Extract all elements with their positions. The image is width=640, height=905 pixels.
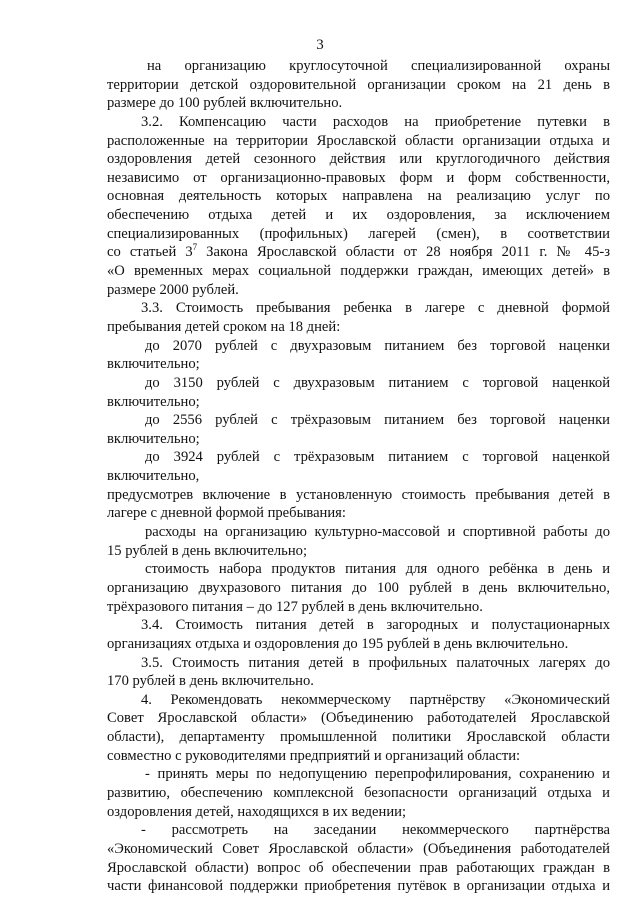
text-line-content: - принять меры по недопущению перепрофилирования, сохранению и [145,766,610,783]
text-line-content: со статьей 3 [107,244,193,261]
text-line-content: оздоровления детей сезонного действия или круглогодичного действия [107,151,610,168]
text-line [107,243,610,262]
text-line [107,709,610,728]
text-line [107,169,610,188]
text-line-content: предусмотрев включение в установленную стоимость пребывания детей в [107,486,610,503]
text-line-content: территории детской оздоровительной организации сроком на 21 день в [107,76,610,93]
text-line [107,542,610,561]
text-line [107,598,610,617]
text-line [107,635,610,654]
text-line-content: - рассмотреть на заседании некоммерческого партнёрства [141,822,610,839]
text-line-content: «О временных мерах социальной поддержки граждан, имеющих детей» в [107,263,610,280]
text-line [107,859,610,878]
text-line [107,728,610,747]
text-line-content: стоимость набора продуктов питания для одного ребёнка в день и [145,561,610,578]
text-line [107,57,610,76]
text-line-content: размере до 100 рублей включительно. [107,95,343,112]
text-line-content: 4. Рекомендовать некоммерческому партнёрству «Экономический [141,691,610,708]
text-line [107,262,610,281]
text-line [107,486,610,505]
text-line [107,76,610,95]
text-line-content: развитию, обеспечению комплексной безопасности организаций отдыха и [107,784,610,801]
text-line-content: 3.5. Стоимость питания детей в профильных палаточных лагерях до [141,654,610,671]
text-line-content: 3.3. Стоимость пребывания ребенка в лагере с дневной формой [141,300,610,317]
text-line [107,374,610,393]
text-line-content: 3.2. Компенсацию части расходов на приобретение путевки в [141,113,610,130]
text-line [107,448,610,467]
text-line-content: Ярославской области) вопрос об обеспечении прав работающих граждан в [107,859,610,876]
text-line-content: специализированных (профильных) лагерей (смен), в соответствии [107,225,610,242]
text-line-content: включительно; [107,430,200,447]
text-line-content: лагере с дневной формой пребывания: [107,505,346,522]
text-line-content: включительно; [107,356,200,373]
text-line-content: области), департаменту промышленной политики Ярославской области [107,729,610,746]
text-line-content: до 3150 рублей с двухразовым питанием с торговой наценкой [145,374,610,391]
text-line [107,150,610,169]
document-body [107,57,610,896]
text-line-content: организациях отдыха и оздоровления до 195 рублей в день включительно. [107,635,569,652]
text-line [107,784,610,803]
text-line [107,393,610,412]
text-line-content: трёхразового питания – до 127 рублей в день включительно. [107,598,483,615]
text-line [107,523,610,542]
text-line-continuation: Закона Ярославской области от 28 ноября 2011 г. № 45-з [197,244,610,261]
text-line-content: основная деятельность которых направлена на реализацию услуг по [107,188,610,205]
text-line [107,355,610,374]
text-line [107,337,610,356]
text-line [107,877,610,896]
page-number: 3 [316,37,324,53]
text-line [107,840,610,859]
text-line [107,430,610,449]
text-line [107,691,610,710]
text-line-content: включительно, [107,468,200,485]
text-line [107,672,610,691]
text-line-content: до 2070 рублей с двухразовым питанием без торговой наценки [145,337,610,354]
text-line-content: обеспечению отдыха детей и их оздоровления, за исключением [107,207,610,224]
text-line-content: размере 2000 рублей. [107,281,239,298]
text-line [107,467,610,486]
text-line [107,616,610,635]
text-line-content: расположенные на территории Ярославской области организации отдыха и [107,132,610,149]
text-line [107,579,610,598]
text-line [107,299,610,318]
text-line-content: оздоровления детей, находящихся в их ведении; [107,803,406,820]
text-line [107,560,610,579]
text-line [107,132,610,151]
text-line [107,318,610,337]
text-line-content: на организацию круглосуточной специализированной охраны [147,58,610,74]
text-line [107,411,610,430]
text-line-content: пребывания детей сроком на 18 дней: [107,318,341,335]
text-line [107,747,610,766]
text-line [107,504,610,523]
superscript: 7 [192,243,198,253]
text-line-content: до 3924 рублей с трёхразовым питанием с торговой наценкой [145,449,610,466]
text-line-content: независимо от организационно-правовых форм и форм собственности, [107,169,610,186]
text-line [107,94,610,113]
text-line [107,765,610,784]
text-line [107,225,610,244]
text-line [107,206,610,225]
text-line-content: Совет Ярославской области» (Объединению работодателей Ярославской [107,710,610,727]
text-line [107,281,610,300]
text-line [107,821,610,840]
text-line-content: организацию двухразового питания до 100 рублей в день включительно, [107,579,610,596]
text-line [107,187,610,206]
text-line-content: до 2556 рублей с трёхразовым питанием без торговой наценки [145,412,610,429]
text-line [107,113,610,132]
text-line-content: 3.4. Стоимость питания детей в загородных и полустационарных [141,617,610,634]
text-line [107,803,610,822]
text-line-content: части финансовой поддержки приобретения путёвок в организации отдыха и [107,878,610,895]
text-line-content: совместно с руководителями предприятий и организаций области: [107,747,521,764]
text-line-content: включительно; [107,393,200,410]
text-line-content: расходы на организацию культурно-массовой и спортивной работы до [145,524,610,541]
text-line [107,654,610,673]
text-line-content: «Экономический Совет Ярославской области» (Объединения работодателей [107,840,610,857]
text-line-content: 170 рублей в день включительно. [107,673,314,690]
text-line-content: 15 рублей в день включительно; [107,542,308,559]
